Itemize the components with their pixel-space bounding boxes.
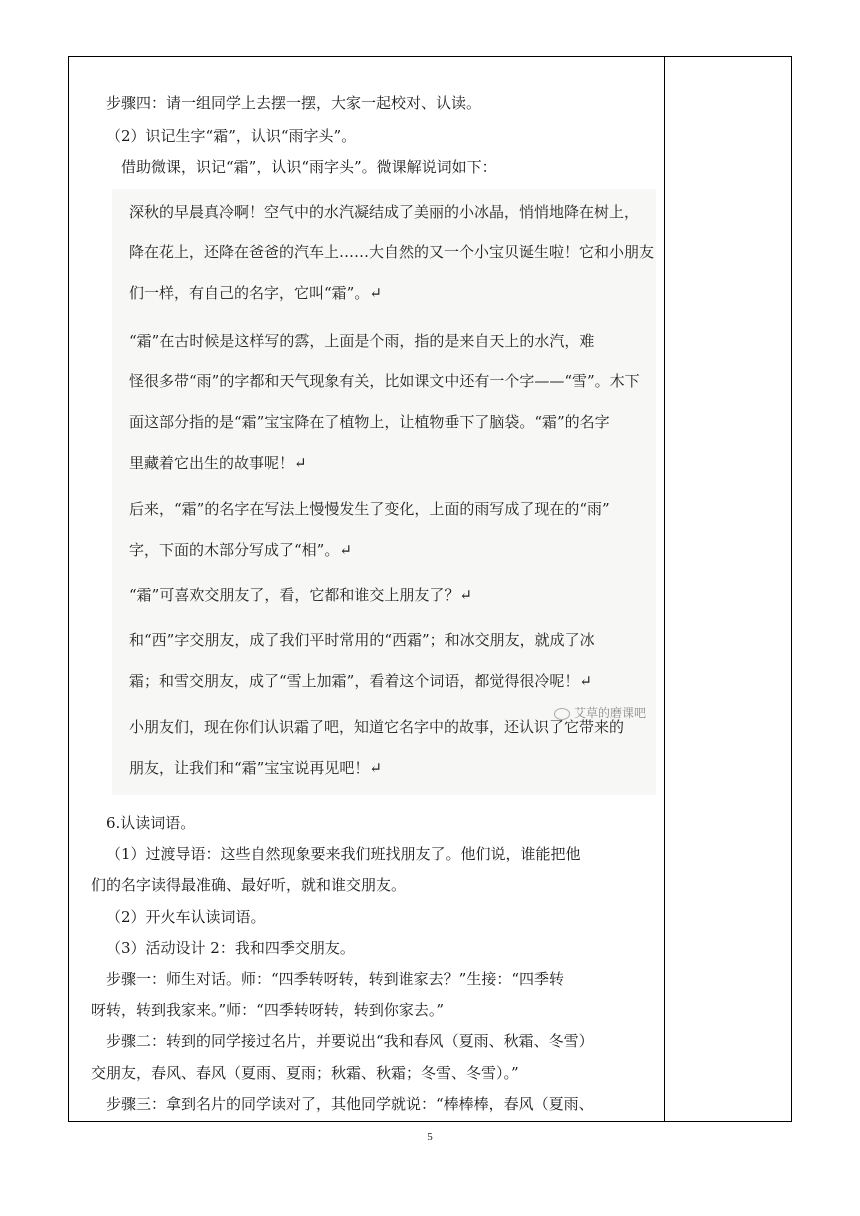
image-text-line: 们一样，有自己的名字，它叫“霜”。↵: [129, 284, 382, 302]
image-text-line: “霜”可喜欢交朋友了，看，它都和谁交上朋友了？↵: [129, 586, 472, 604]
image-text-line: 霜；和雪交朋友，成了“雪上加霜”，看着这个词语，都觉得很冷呢！↵: [129, 672, 592, 690]
page-number: 5: [427, 1131, 433, 1143]
image-text-line: 里藏着它出生的故事呢！↵: [129, 454, 307, 472]
text-line: 步骤三：拿到名片的同学读对了，其他同学就说：“棒棒棒，春风（夏雨、: [106, 1095, 594, 1113]
text-line: （2）识记生字“霜”，认识“雨字头”。: [106, 127, 357, 145]
text-line: 借助微课，识记“霜”，认识“雨字头”。微课解说词如下：: [121, 158, 497, 176]
image-text-line: 降在花上，还降在爸爸的汽车上……大自然的又一个小宝贝诞生啦！它和小朋友: [129, 243, 655, 261]
image-text-line: 和“西”字交朋友，成了我们平时常用的“西霜”；和冰交朋友，就成了冰: [129, 631, 595, 649]
main-column: [69, 57, 664, 1121]
text-line: （2）开火车认读词语。: [106, 908, 266, 926]
text-line: 步骤二：转到的同学接过名片，并要说出“我和春风（夏雨、秋霜、冬雪）: [106, 1032, 594, 1050]
image-text-line: 小朋友们，现在你们认识霜了吧，知道它名字中的故事，还认识了它带来的: [129, 718, 625, 736]
image-text-line: 深秋的早晨真冷啊！空气中的水汽凝结成了美丽的小冰晶，悄悄地降在树上，: [129, 203, 640, 221]
image-text-line: 怪很多带“雨”的字都和天气现象有关，比如课文中还有一个字——“雪”。木下: [129, 372, 640, 390]
text-line: 6.认读词语。: [106, 814, 196, 832]
watermark-text: 艾草的磨课吧: [573, 706, 646, 720]
image-text-line: 后来，“霜”的名字在写法上慢慢发生了变化，上面的雨写成了现在的“雨”: [129, 500, 610, 518]
text-line: （1）过渡导语：这些自然现象要来我们班找朋友了。他们说，谁能把他: [106, 845, 581, 863]
text-line: 步骤四：请一组同学上去摆一摆，大家一起校对、认读。: [106, 94, 482, 112]
text-line: 们的名字读得最准确、最好听，就和谁交朋友。: [91, 876, 407, 894]
text-line: 步骤一：师生对话。师：“四季转呀转，转到谁家去？”生接：“四季转: [106, 970, 565, 988]
image-text-line: “霜”在古时候是这样写的𩃬，上面是个雨，指的是来自天上的水汽，难: [129, 332, 595, 350]
image-text-line: 面这部分指的是“霜”宝宝降在了植物上，让植物垂下了脑袋。“霜”的名字: [129, 413, 610, 431]
wechat-icon: [554, 708, 570, 720]
column-divider: [664, 56, 665, 1122]
text-line: （3）活动设计 2：我和四季交朋友。: [106, 939, 355, 957]
watermark: [554, 704, 646, 721]
text-line: 交朋友，春风、春风（夏雨、夏雨；秋霜、秋霜；冬雪、冬雪）。”: [91, 1064, 519, 1082]
image-text-line: 朋友，让我们和“霜”宝宝说再见吧！↵: [129, 759, 382, 777]
embedded-lesson-image: [112, 189, 656, 795]
text-line: 呀转，转到我家来。”师：“四季转呀转，转到你家去。”: [91, 1001, 445, 1019]
image-text-line: 字，下面的木部分写成了“相”。↵: [129, 541, 352, 559]
